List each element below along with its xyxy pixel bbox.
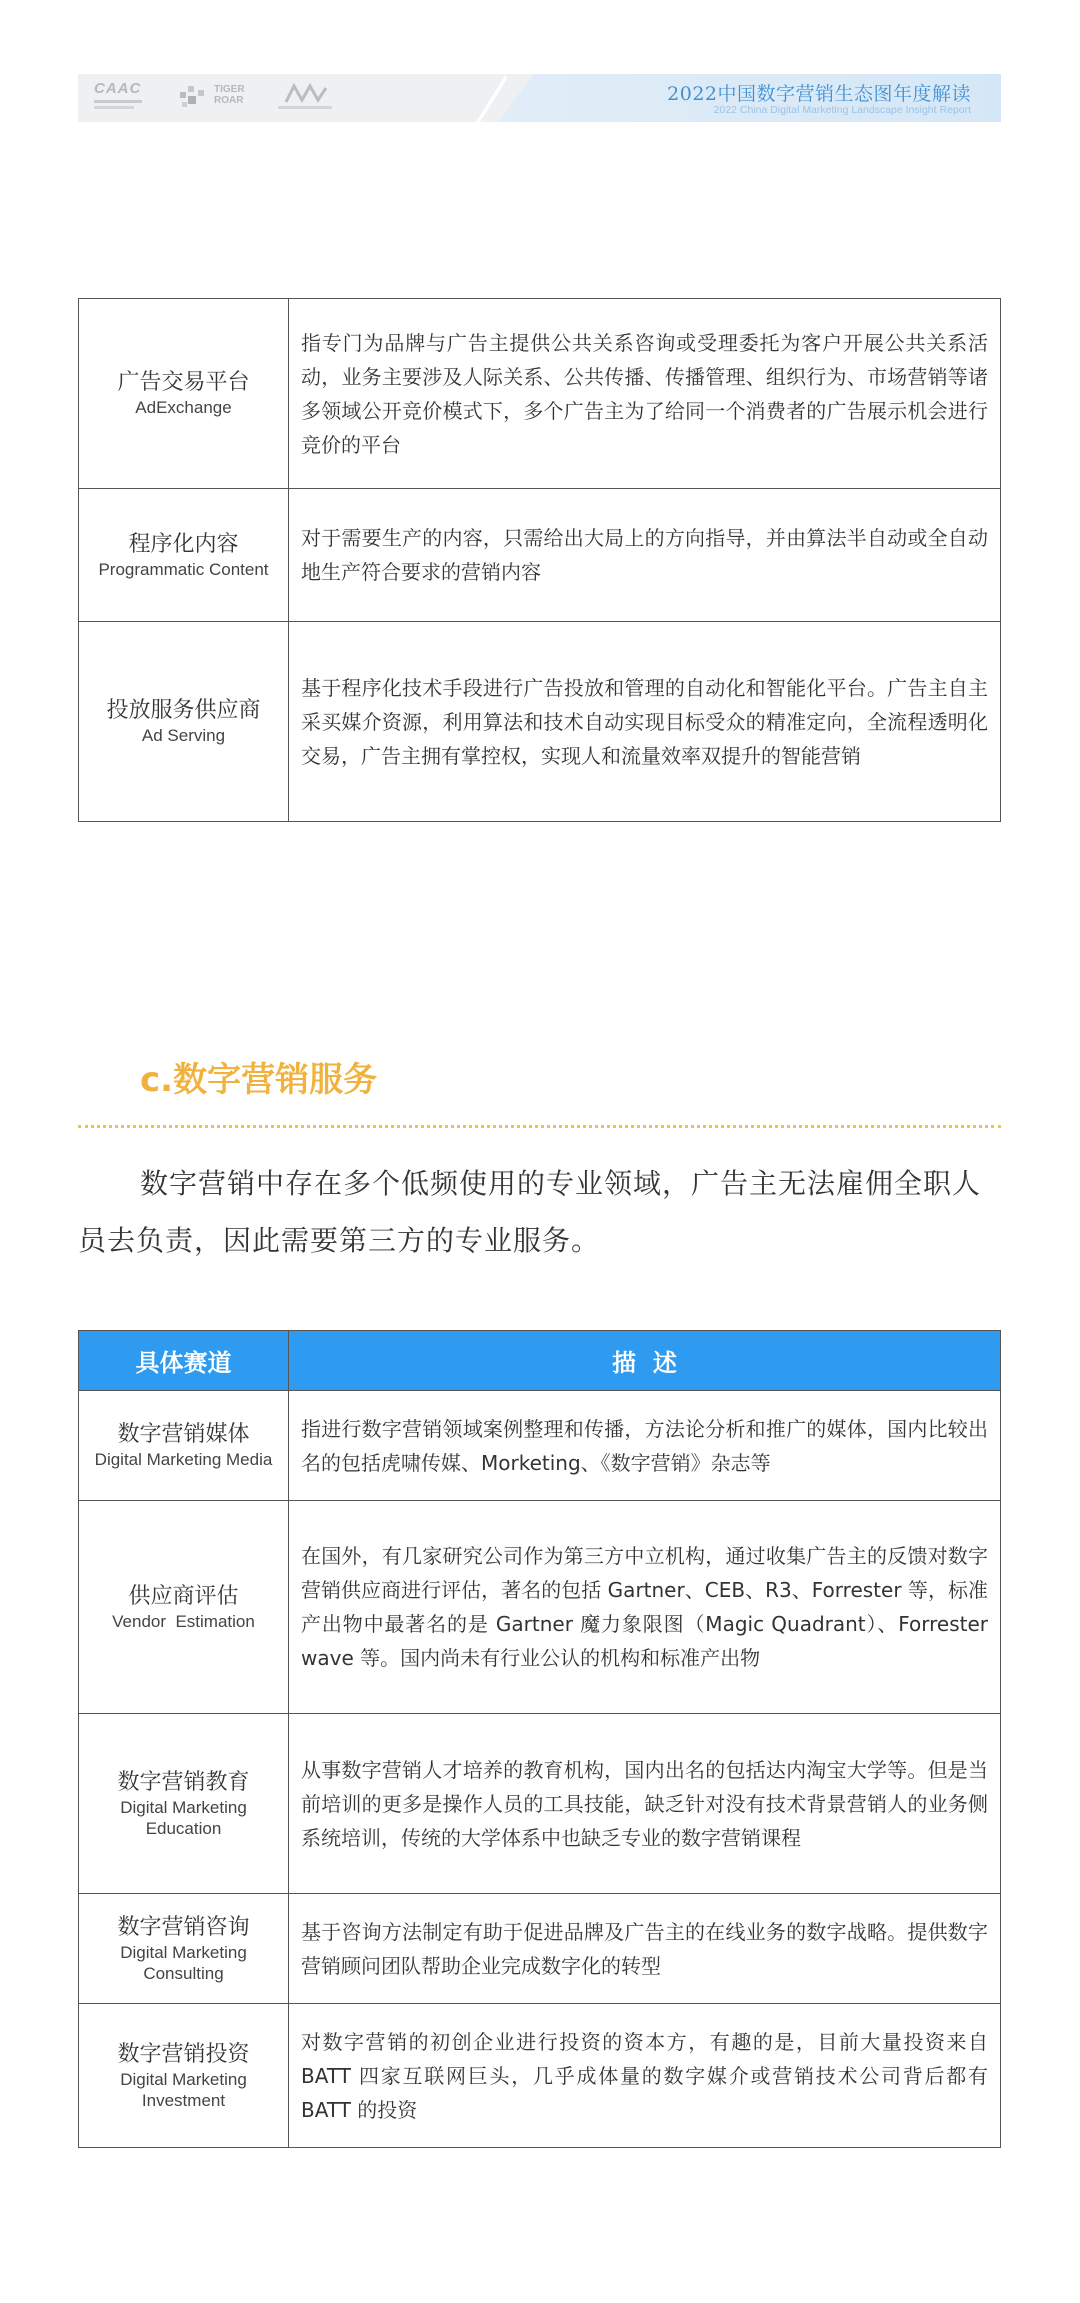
- row-description: 对于需要生产的内容，只需给出大局上的方向指导，并由算法半自动或全自动地生产符合要求的营销内容: [289, 489, 1001, 622]
- table-row: [79, 1391, 1001, 1501]
- row-name-cn: 程序化内容: [128, 531, 239, 557]
- table-header-row: [79, 1331, 1001, 1391]
- row-name-cell: [79, 489, 289, 622]
- row-name-en: Digital Marketing Media: [94, 1450, 273, 1469]
- row-name-en: AdExchange: [135, 398, 232, 417]
- row-name-cn: 数字营销咨询: [117, 1914, 250, 1940]
- row-name-cell: [79, 1714, 289, 1894]
- row-name-cell: [79, 299, 289, 489]
- row-name-en: Ad Serving: [141, 726, 226, 745]
- row-description: 从事数字营销人才培养的教育机构，国内出名的包括达内淘宝大学等。但是当前培训的更多是操作人员的工具技能，缺乏针对没有技术背景营销人的业务侧系统培训，传统的大学体系中也缺乏专业的数字营销课程: [289, 1714, 1001, 1894]
- table-row: [79, 1894, 1001, 2004]
- tiger-logo-line-2: ROAR: [214, 95, 244, 106]
- row-name-cn: 广告交易平台: [117, 370, 250, 395]
- row-name-cell: [79, 622, 289, 822]
- digital-marketing-services-table: [78, 1330, 1001, 2148]
- row-description: 指专门为品牌与广告主提供公共关系咨询或受理委托为客户开展公共关系活动，业务主要涉及人际关系、公共传播、传播管理、组织行为、市场营销等诸多领域公开竞价模式下，多个广告主为了给同一个消费者的广告展示机会进行竞价的平台: [289, 299, 1001, 489]
- row-description: 指进行数字营销领域案例整理和传播，方法论分析和推广的媒体，国内比较出名的包括虎啸传媒、Morketing、《数字营销》杂志等: [289, 1391, 1001, 1501]
- row-name-en: Digital Marketing Education: [120, 1797, 247, 1838]
- m-mark-logo-icon: [284, 82, 328, 104]
- row-description: 在国外，有几家研究公司作为第三方中立机构，通过收集广告主的反馈对数字营销供应商进行评估，著名的包括 Gartner、CEB、R3、Forrester 等，标准产出物中最著名的是 Gartner 魔力象限图（Magic Quadrant）、Forrester wave 等。国内尚未有行业公认的机构和标准产出物: [289, 1501, 1001, 1714]
- caac-logo: CAAC: [94, 80, 142, 97]
- row-name-cn: 数字营销媒体: [117, 1422, 250, 1447]
- report-header: [78, 74, 1001, 122]
- section-divider: [78, 1125, 1001, 1128]
- tiger-roar-logo-icon: [178, 82, 208, 112]
- row-name-en: Digital Marketing Investment: [120, 2069, 247, 2110]
- ad-platform-table: [78, 298, 1001, 822]
- row-description: 基于咨询方法制定有助于促进品牌及广告主的在线业务的数字战略。提供数字营销顾问团队帮助企业完成数字化的转型: [289, 1894, 1001, 2004]
- m-logo-subline: [278, 106, 332, 109]
- caac-logo-subline: [94, 100, 142, 103]
- row-name-cn: 投放服务供应商: [106, 698, 261, 723]
- row-description: 对数字营销的初创企业进行投资的资本方，有趣的是，目前大量投资来自 BATT 四家互联网巨头，几乎成体量的数字媒介或营销技术公司背后都有 BATT 的投资: [289, 2004, 1001, 2148]
- row-name-cell: [79, 2004, 289, 2148]
- tiger-logo-line-1: TIGER: [214, 84, 245, 95]
- table-row: [79, 622, 1001, 822]
- column-header-description: 描 述: [289, 1331, 1001, 1391]
- header-divider-stripe: [476, 74, 506, 122]
- row-name-cn: 数字营销教育: [117, 1769, 250, 1795]
- section-title: c.数字营销服务: [140, 1060, 378, 1100]
- report-title: 2022中国数字营销生态图年度解读: [667, 83, 971, 105]
- table-row: [79, 1501, 1001, 1714]
- report-subtitle: 2022 China Digital Marketing Landscape Insight Report: [713, 104, 971, 116]
- table-row: [79, 2004, 1001, 2148]
- table-row: [79, 299, 1001, 489]
- row-name-cn: 数字营销投资: [117, 2041, 250, 2067]
- row-name-cell: [79, 1391, 289, 1501]
- row-name-cn: 供应商评估: [128, 1583, 239, 1609]
- table-row: [79, 489, 1001, 622]
- caac-logo-subline-2: [94, 106, 134, 109]
- row-name-cell: [79, 1894, 289, 2004]
- row-description: 基于程序化技术手段进行广告投放和管理的自动化和智能化平台。广告主自主采买媒介资源，利用算法和技术自动实现目标受众的精准定向，全流程透明化交易，广告主拥有掌控权，实现人和流量效率双提升的智能营销: [289, 622, 1001, 822]
- tiger-roar-logo-text: [214, 84, 245, 106]
- section-intro: 数字营销中存在多个低频使用的专业领域，广告主无法雇佣全职人员去负责，因此需要第三方的专业服务。: [78, 1167, 982, 1257]
- table-row: [79, 1714, 1001, 1894]
- row-name-en: Vendor Estimation: [112, 1611, 255, 1631]
- row-name-en: Programmatic Content: [98, 559, 269, 579]
- column-header-track: 具体赛道: [79, 1331, 289, 1391]
- row-name-cell: [79, 1501, 289, 1714]
- row-name-en: Digital Marketing Consulting: [120, 1942, 247, 1983]
